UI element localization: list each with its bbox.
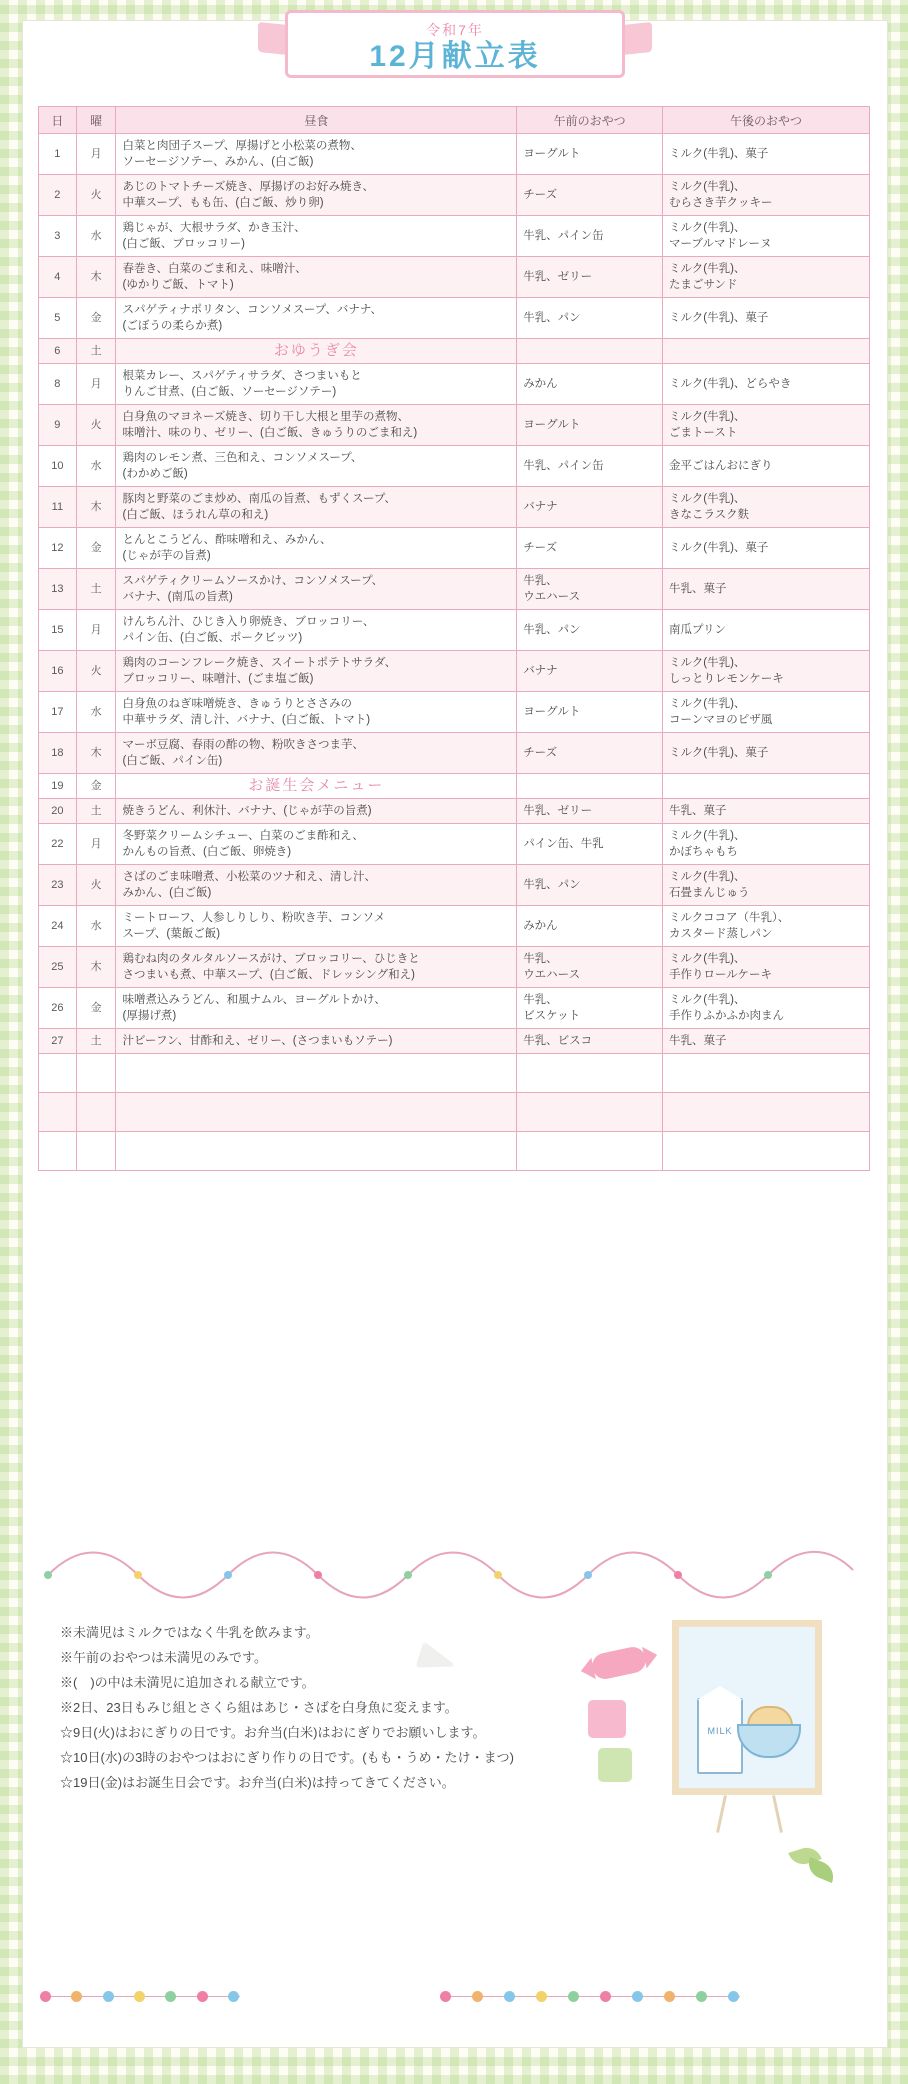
cell-am-snack: 牛乳、ゼリー — [517, 799, 663, 824]
menu-table — [38, 106, 870, 1171]
cell-lunch: 根菜カレー、スパゲティサラダ、さつまいもと りんご甘煮、(白ご飯、ソーセージソテー) — [116, 364, 517, 405]
milk-illustration — [679, 1627, 815, 1788]
cell-dow: 水 — [76, 906, 116, 947]
cell-pm-snack — [662, 339, 869, 364]
cell-pm-snack: ミルク(牛乳)、 手作りロールケーキ — [662, 947, 869, 988]
table-row — [39, 175, 870, 216]
header-pm-snack: 午後のおやつ — [662, 107, 869, 134]
bead-icon — [728, 1991, 739, 2002]
cell-pm-snack — [662, 1054, 869, 1093]
cell-am-snack: チーズ — [517, 528, 663, 569]
cell-day: 10 — [39, 446, 77, 487]
table-row — [39, 906, 870, 947]
cell-lunch: けんちん汁、ひじき入り卵焼き、ブロッコリー、 パイン缶、(白ご飯、ポークビッツ) — [116, 610, 517, 651]
cell-dow: 火 — [76, 865, 116, 906]
bead-icon — [696, 1991, 707, 2002]
table-header-row — [39, 107, 870, 134]
cell-pm-snack: 金平ごはんおにぎり — [662, 446, 869, 487]
cell-lunch: 白菜と肉団子スープ、厚揚げと小松菜の煮物、 ソーセージソテー、みかん、(白ご飯) — [116, 134, 517, 175]
cell-day: 6 — [39, 339, 77, 364]
cell-day: 26 — [39, 988, 77, 1029]
cell-pm-snack: ミルク(牛乳)、 手作りふかふか肉まん — [662, 988, 869, 1029]
header-am-snack: 午前のおやつ — [517, 107, 663, 134]
bead-icon — [536, 1991, 547, 2002]
cell-dow: 水 — [76, 446, 116, 487]
cell-dow: 金 — [76, 298, 116, 339]
cell-day: 1 — [39, 134, 77, 175]
table-row — [39, 569, 870, 610]
cell-day: 17 — [39, 692, 77, 733]
bead-icon — [165, 1991, 176, 2002]
bead-icon — [228, 1991, 239, 2002]
table-row — [39, 733, 870, 774]
cell-am-snack: 牛乳、パン — [517, 298, 663, 339]
bead-icon — [134, 1991, 145, 2002]
cell-day: 25 — [39, 947, 77, 988]
cell-day: 23 — [39, 865, 77, 906]
cell-pm-snack: ミルク(牛乳)、どらやき — [662, 364, 869, 405]
cell-am-snack: 牛乳、パイン缶 — [517, 216, 663, 257]
cell-lunch: さばのごま味噌煮、小松菜のツナ和え、清し汁、 みかん、(白ご飯) — [116, 865, 517, 906]
cell-lunch: 鶏肉のコーンフレーク焼き、スイートポテトサラダ、 ブロッコリー、味噌汁、(ごま塩ご飯) — [116, 651, 517, 692]
cell-pm-snack: ミルク(牛乳)、 むらさき芋クッキー — [662, 175, 869, 216]
table-row — [39, 298, 870, 339]
cell-pm-snack: ミルクココア（牛乳）、 カスタード蒸しパン — [662, 906, 869, 947]
milk-carton-icon — [697, 1698, 743, 1774]
cell-pm-snack: ミルク(牛乳)、 ごまトースト — [662, 405, 869, 446]
cell-dow: 月 — [76, 134, 116, 175]
table-row — [39, 446, 870, 487]
table-row — [39, 1029, 870, 1054]
table-row — [39, 651, 870, 692]
cell-am-snack: 牛乳、ゼリー — [517, 257, 663, 298]
cell-pm-snack — [662, 774, 869, 799]
header-lunch: 昼食 — [116, 107, 517, 134]
table-row — [39, 528, 870, 569]
cell-special-event: おゆうぎ会 — [116, 339, 517, 364]
cell-dow: 火 — [76, 651, 116, 692]
table-row — [39, 865, 870, 906]
note-line: ☆19日(金)はお誕生日会です。お弁当(白米)は持ってきてください。 — [60, 1775, 455, 1790]
cell-dow: 金 — [76, 988, 116, 1029]
title-banner — [0, 0, 908, 92]
cell-day — [39, 1054, 77, 1093]
bead-line-right-string — [440, 1996, 740, 1997]
cell-lunch: 鶏じゃが、大根サラダ、かき玉汁、 (白ご飯、ブロッコリー) — [116, 216, 517, 257]
table-row — [39, 339, 870, 364]
cell-pm-snack — [662, 1093, 869, 1132]
cell-pm-snack: ミルク(牛乳)、菓子 — [662, 134, 869, 175]
milk-illustration-frame — [672, 1620, 822, 1795]
cell-pm-snack: ミルク(牛乳)、 マーブルマドレーヌ — [662, 216, 869, 257]
bead-line-left — [40, 1988, 240, 2004]
table-row — [39, 364, 870, 405]
cell-pm-snack: ミルク(牛乳)、 しっとりレモンケーキ — [662, 651, 869, 692]
table-row — [39, 216, 870, 257]
cell-day: 9 — [39, 405, 77, 446]
table-row — [39, 774, 870, 799]
bead-icon — [600, 1991, 611, 2002]
cell-lunch: 春巻き、白菜のごま和え、味噌汁、 (ゆかりご飯、トマト) — [116, 257, 517, 298]
bead-icon — [103, 1991, 114, 2002]
cell-dow: 土 — [76, 1029, 116, 1054]
cell-lunch — [116, 1132, 517, 1171]
cell-pm-snack: ミルク(牛乳)、菓子 — [662, 298, 869, 339]
cell-day: 19 — [39, 774, 77, 799]
bead-icon — [632, 1991, 643, 2002]
cell-lunch: スパゲティクリームソースかけ、コンソメスープ、 バナナ、(南瓜の旨煮) — [116, 569, 517, 610]
bead-icon — [40, 1991, 51, 2002]
cell-day: 5 — [39, 298, 77, 339]
cell-pm-snack: 牛乳、菓子 — [662, 1029, 869, 1054]
cell-day: 12 — [39, 528, 77, 569]
cell-lunch: スパゲティナポリタン、コンソメスープ、バナナ、 (ごぼうの柔らか煮) — [116, 298, 517, 339]
cell-pm-snack — [662, 1132, 869, 1171]
cell-am-snack — [517, 339, 663, 364]
cell-lunch: 白身魚のマヨネーズ焼き、切り干し大根と里芋の煮物、 味噌汁、味のり、ゼリー、(白ご飯、きゅうりのごま和え) — [116, 405, 517, 446]
table-row — [39, 1093, 870, 1132]
cell-lunch: 鶏肉のレモン煮、三色和え、コンソメスープ、 (わかめご飯) — [116, 446, 517, 487]
cell-am-snack: チーズ — [517, 733, 663, 774]
table-row — [39, 1054, 870, 1093]
cell-lunch: とんとこうどん、酢味噌和え、みかん、 (じゃが芋の旨煮) — [116, 528, 517, 569]
cell-am-snack: みかん — [517, 364, 663, 405]
cell-dow: 火 — [76, 405, 116, 446]
cell-pm-snack: 牛乳、菓子 — [662, 799, 869, 824]
cell-pm-snack: ミルク(牛乳)、 石畳まんじゅう — [662, 865, 869, 906]
cell-dow: 土 — [76, 339, 116, 364]
bead-icon — [504, 1991, 515, 2002]
cell-am-snack: 牛乳、パイン缶 — [517, 446, 663, 487]
table-row — [39, 692, 870, 733]
year-label: 令和7年 — [426, 22, 484, 38]
cell-am-snack — [517, 1093, 663, 1132]
cell-dow: 月 — [76, 364, 116, 405]
cell-lunch: 味噌煮込みうどん、和風ナムル、ヨーグルトかけ、 (厚揚げ煮) — [116, 988, 517, 1029]
cell-pm-snack: ミルク(牛乳)、菓子 — [662, 528, 869, 569]
cell-day: 15 — [39, 610, 77, 651]
cell-day: 24 — [39, 906, 77, 947]
easel-legs-icon — [690, 1795, 810, 1835]
cell-dow: 金 — [76, 774, 116, 799]
bead-icon — [440, 1991, 451, 2002]
milk-carton-label: MILK — [707, 1726, 733, 1736]
cell-am-snack: チーズ — [517, 175, 663, 216]
cell-lunch — [116, 1054, 517, 1093]
table-row — [39, 134, 870, 175]
cell-pm-snack: ミルク(牛乳)、菓子 — [662, 733, 869, 774]
cell-day — [39, 1132, 77, 1171]
cell-pm-snack: ミルク(牛乳)、 たまごサンド — [662, 257, 869, 298]
cell-dow — [76, 1093, 116, 1132]
bead-icon — [664, 1991, 675, 2002]
cell-am-snack — [517, 1054, 663, 1093]
cell-pm-snack: 南瓜プリン — [662, 610, 869, 651]
cell-am-snack: パイン缶、牛乳 — [517, 824, 663, 865]
puzzle-piece-pink-icon — [588, 1700, 626, 1738]
cell-special-event: お誕生会メニュー — [116, 774, 517, 799]
puzzle-piece-green-icon — [598, 1748, 632, 1782]
cell-am-snack — [517, 1132, 663, 1171]
month-title: 12月献立表 — [369, 40, 541, 73]
cell-dow: 木 — [76, 947, 116, 988]
cell-am-snack: みかん — [517, 906, 663, 947]
cell-day: 18 — [39, 733, 77, 774]
cell-day — [39, 1093, 77, 1132]
cell-day: 11 — [39, 487, 77, 528]
cell-day: 20 — [39, 799, 77, 824]
wavy-divider-icon — [38, 1540, 870, 1600]
cell-dow: 金 — [76, 528, 116, 569]
table-row — [39, 405, 870, 446]
note-line: ※( )の中は未満児に追加される献立です。 — [60, 1675, 315, 1690]
cell-pm-snack: 牛乳、菓子 — [662, 569, 869, 610]
cell-am-snack: バナナ — [517, 651, 663, 692]
cell-am-snack — [517, 774, 663, 799]
cell-am-snack: 牛乳、 ウエハース — [517, 947, 663, 988]
cell-lunch: ミートローフ、人参しりしり、粉吹き芋、コンソメ スープ、(葉飯ご飯) — [116, 906, 517, 947]
note-line: ※未満児はミルクではなく牛乳を飲みます。 — [60, 1625, 319, 1640]
notes-list — [60, 1620, 580, 1795]
table-row — [39, 610, 870, 651]
cell-am-snack: 牛乳、ビスコ — [517, 1029, 663, 1054]
cell-dow: 月 — [76, 610, 116, 651]
cell-lunch: 汁ビーフン、甘酢和え、ゼリー、(さつまいもソテー) — [116, 1029, 517, 1054]
cell-am-snack: 牛乳、パン — [517, 610, 663, 651]
table-row — [39, 487, 870, 528]
cell-day: 2 — [39, 175, 77, 216]
cell-dow — [76, 1054, 116, 1093]
cell-pm-snack: ミルク(牛乳)、 かぼちゃもち — [662, 824, 869, 865]
note-line: ※午前のおやつは未満児のみです。 — [60, 1650, 267, 1665]
table-row — [39, 799, 870, 824]
cell-dow: 水 — [76, 216, 116, 257]
cell-dow: 土 — [76, 799, 116, 824]
cell-am-snack: 牛乳、 ビスケット — [517, 988, 663, 1029]
table-row — [39, 1132, 870, 1171]
cell-day: 27 — [39, 1029, 77, 1054]
bowl-icon — [737, 1724, 801, 1758]
title-ribbon — [285, 10, 625, 78]
table-row — [39, 824, 870, 865]
cell-am-snack: 牛乳、 ウエハース — [517, 569, 663, 610]
cell-lunch — [116, 1093, 517, 1132]
header-dow: 曜 — [76, 107, 116, 134]
cell-am-snack: バナナ — [517, 487, 663, 528]
cell-lunch: 冬野菜クリームシチュー、白菜のごま酢和え、 かんもの旨煮、(白ご飯、卵焼き) — [116, 824, 517, 865]
cell-am-snack: ヨーグルト — [517, 405, 663, 446]
bead-line-right — [440, 1988, 740, 2004]
bead-icon — [472, 1991, 483, 2002]
bead-icon — [568, 1991, 579, 2002]
cell-day: 4 — [39, 257, 77, 298]
cell-lunch: 鶏むね肉のタルタルソースがけ、ブロッコリー、ひじきと さつまいも煮、中華スープ、(白ご飯、ドレッシング和え) — [116, 947, 517, 988]
note-line: ※2日、23日もみじ組とさくら組はあじ・さばを白身魚に変えます。 — [60, 1700, 458, 1715]
cell-pm-snack: ミルク(牛乳)、 きなこラスク麩 — [662, 487, 869, 528]
cell-pm-snack: ミルク(牛乳)、 コーンマヨのピザ風 — [662, 692, 869, 733]
cell-lunch: 焼きうどん、利休汁、バナナ、(じゃが芋の旨煮) — [116, 799, 517, 824]
table-row — [39, 257, 870, 298]
cell-lunch: 豚肉と野菜のごま炒め、南瓜の旨煮、もずくスープ、 (白ご飯、ほうれん草の和え) — [116, 487, 517, 528]
header-day: 日 — [39, 107, 77, 134]
cell-am-snack: ヨーグルト — [517, 692, 663, 733]
cell-day: 16 — [39, 651, 77, 692]
cell-day: 22 — [39, 824, 77, 865]
table-row — [39, 947, 870, 988]
cell-dow: 月 — [76, 824, 116, 865]
cell-dow: 木 — [76, 257, 116, 298]
cell-dow: 土 — [76, 569, 116, 610]
cell-dow: 火 — [76, 175, 116, 216]
cell-dow: 木 — [76, 733, 116, 774]
menu-table-body — [39, 134, 870, 1171]
cell-lunch: 白身魚のねぎ味噌焼き、きゅうりとささみの 中華サラダ、清し汁、バナナ、(白ご飯、トマト) — [116, 692, 517, 733]
table-row — [39, 988, 870, 1029]
cell-day: 8 — [39, 364, 77, 405]
cell-dow: 水 — [76, 692, 116, 733]
cell-am-snack: ヨーグルト — [517, 134, 663, 175]
bead-icon — [197, 1991, 208, 2002]
note-line: ☆10日(水)の3時のおやつはおにぎり作りの日です。(もも・うめ・たけ・まつ) — [60, 1750, 514, 1765]
cell-lunch: マーボ豆腐、春雨の酢の物、粉吹きさつま芋、 (白ご飯、パイン缶) — [116, 733, 517, 774]
cell-am-snack: 牛乳、パン — [517, 865, 663, 906]
note-line: ☆9日(火)はおにぎりの日です。お弁当(白米)はおにぎりでお願いします。 — [60, 1725, 486, 1740]
cell-dow: 木 — [76, 487, 116, 528]
cell-lunch: あじのトマトチーズ焼き、厚揚げのお好み焼き、 中華スープ、もも缶、(白ご飯、炒り卵) — [116, 175, 517, 216]
cell-dow — [76, 1132, 116, 1171]
cell-day: 13 — [39, 569, 77, 610]
cell-day: 3 — [39, 216, 77, 257]
bead-icon — [71, 1991, 82, 2002]
